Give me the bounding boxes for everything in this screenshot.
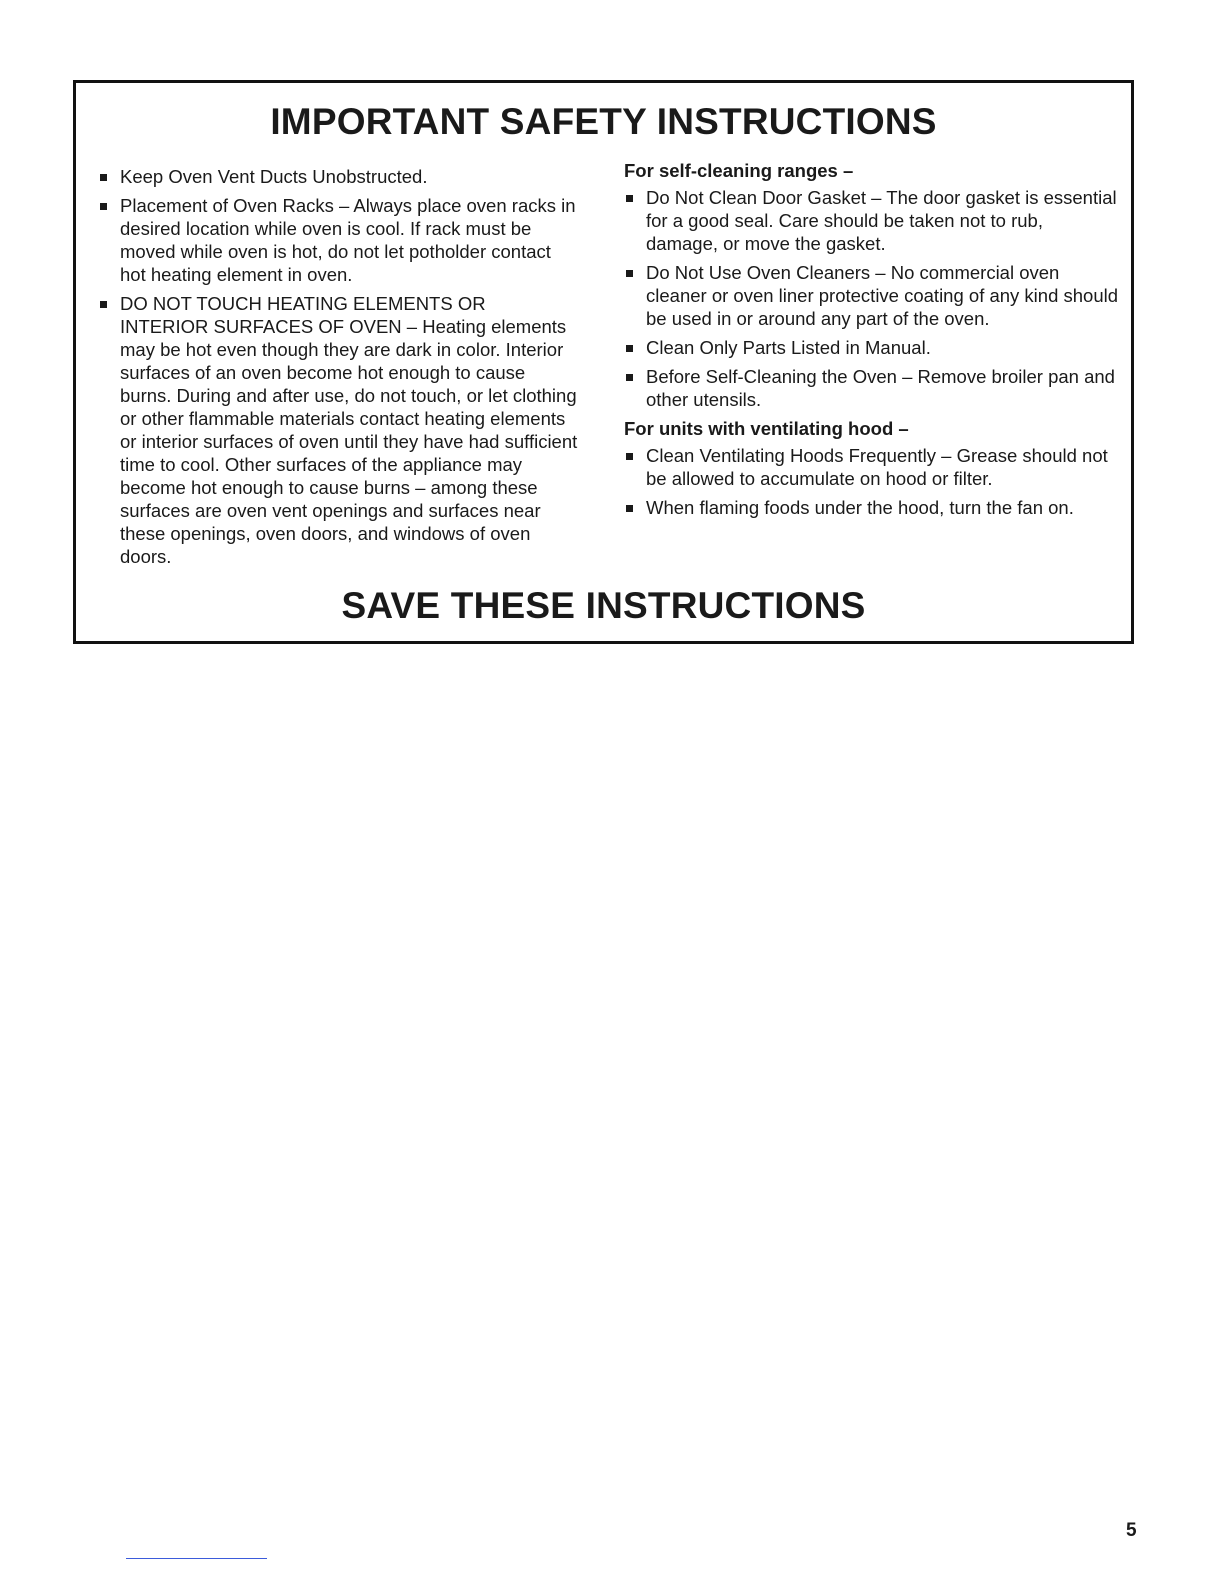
list-item-text: DO NOT TOUCH HEATING ELEMENTS OR INTERIOR SURFACES OF OVEN – Heating elements may be hot even though they are dark in color. Interior surfaces of an oven become hot enough to cause burns. During and after use, do not touch, or let clothing or other flammable materials contact heating elements or interior surfaces of oven until they have had sufficient time to cool. Other surfaces of the appliance may become hot enough to cause burns – among these surfaces are oven vent openings and surfaces near these openings, oven doors, and windows of oven doors.: [120, 293, 578, 567]
square-bullet-icon: [626, 270, 633, 277]
list-item-text: Do Not Clean Door Gasket – The door gasket is essential for a good seal. Care should be taken not to rub, damage, or move the gasket.: [646, 187, 1117, 254]
list-item: [624, 336, 1120, 359]
square-bullet-icon: [626, 453, 633, 460]
list-item: [624, 444, 1120, 490]
list-item-text: Before Self-Cleaning the Oven – Remove broiler pan and other utensils.: [646, 366, 1115, 410]
self-cleaning-list: [624, 186, 1120, 411]
self-cleaning-heading: For self-cleaning ranges –: [624, 160, 854, 181]
square-bullet-icon: [100, 174, 107, 181]
list-item-text: Do Not Use Oven Cleaners – No commercial oven cleaner or oven liner protective coating of any kind should be used in or around any part of the oven.: [646, 262, 1119, 329]
list-item-text: Clean Only Parts Listed in Manual.: [646, 337, 931, 358]
list-item-text: When flaming foods under the hood, turn the fan on.: [646, 497, 1074, 518]
list-item: [98, 165, 578, 188]
ventilating-hood-list: [624, 444, 1120, 519]
page-title: IMPORTANT SAFETY INSTRUCTIONS: [270, 101, 937, 142]
left-item-list: [98, 165, 578, 568]
square-bullet-icon: [626, 345, 633, 352]
ventilating-hood-heading: For units with ventilating hood –: [624, 418, 909, 439]
footer-divider: [126, 1558, 267, 1559]
save-instructions-title: SAVE THESE INSTRUCTIONS: [341, 585, 866, 626]
left-column: [98, 165, 578, 574]
list-item: [624, 496, 1120, 519]
list-item: [624, 365, 1120, 411]
list-item: [624, 186, 1120, 255]
list-item: [98, 194, 578, 286]
square-bullet-icon: [100, 203, 107, 210]
square-bullet-icon: [626, 374, 633, 381]
list-item-text: Placement of Oven Racks – Always place oven racks in desired location while oven is cool. If rack must be moved while oven is hot, do not let potholder contact hot heating element in oven.: [120, 195, 576, 285]
right-column: [624, 159, 1120, 525]
list-item: [624, 261, 1120, 330]
square-bullet-icon: [626, 195, 633, 202]
list-item: [98, 292, 578, 568]
safety-instructions-box: [73, 80, 1134, 644]
square-bullet-icon: [626, 505, 633, 512]
list-item-text: Clean Ventilating Hoods Frequently – Grease should not be allowed to accumulate on hood or filter.: [646, 445, 1108, 489]
page-number: 5: [1126, 1520, 1137, 1541]
list-item-text: Keep Oven Vent Ducts Unobstructed.: [120, 166, 428, 187]
square-bullet-icon: [100, 301, 107, 308]
